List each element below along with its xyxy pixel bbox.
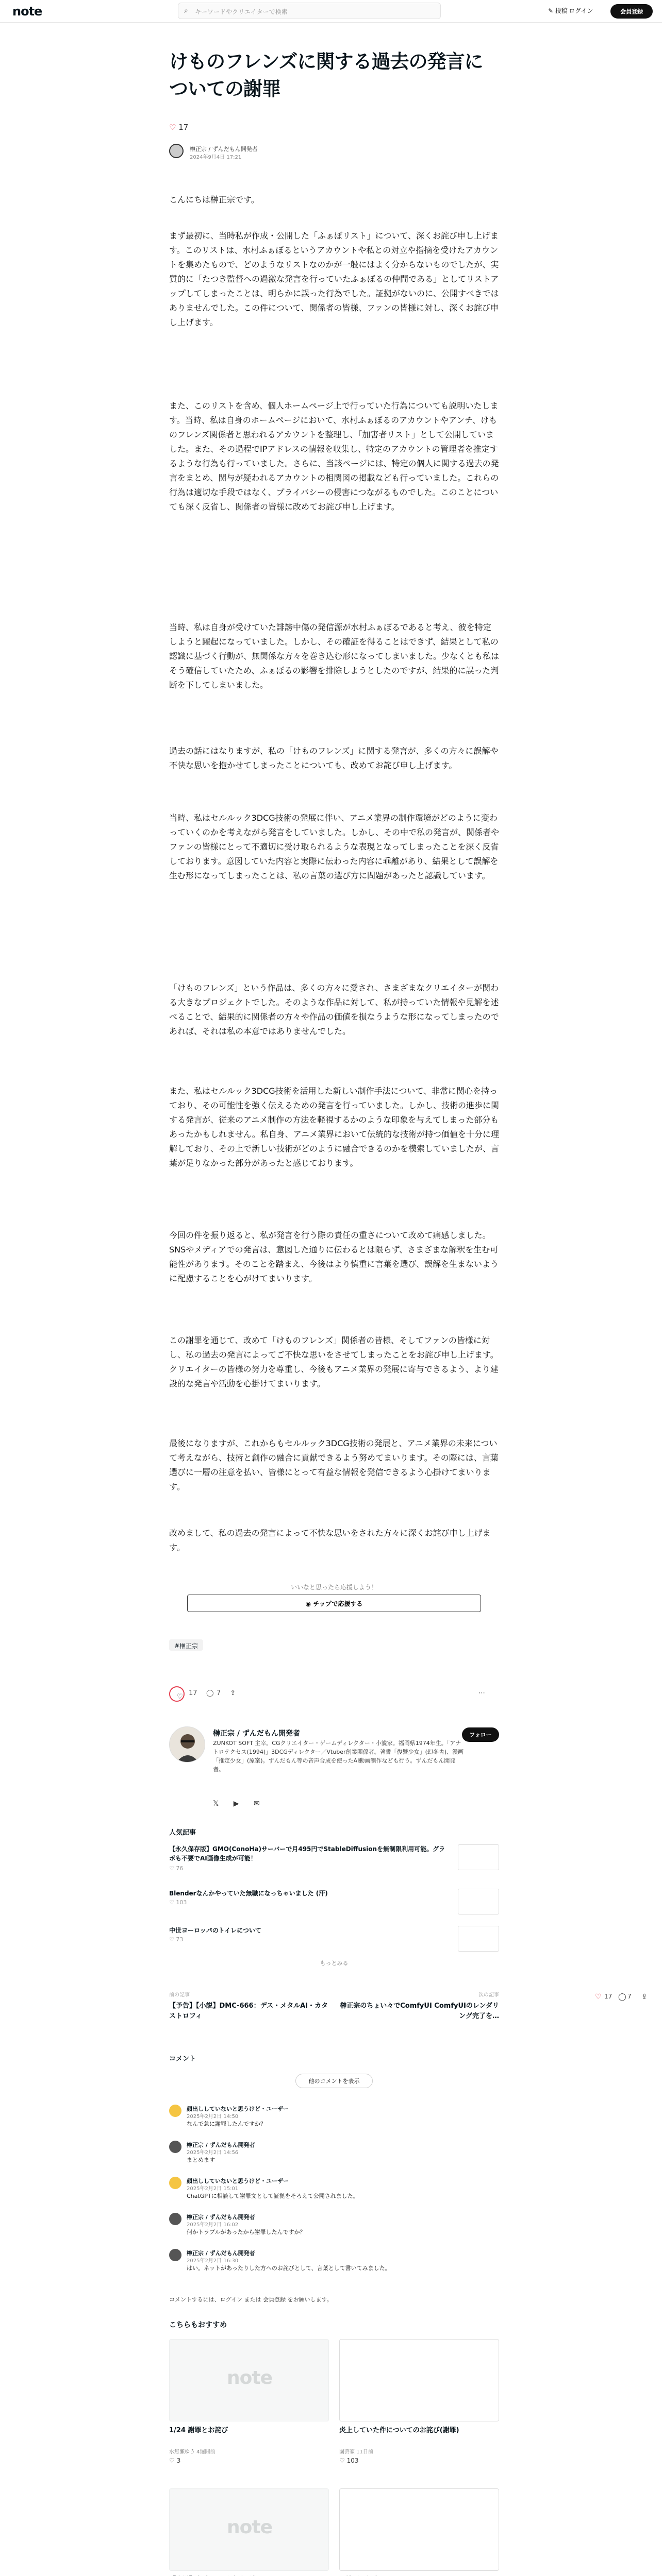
comment [169,2213,499,2239]
popular-title[interactable]: 【永久保存版】GMO(ConoHa)サーバーで月495円でStableDiffusionを無制限利用可能。グラボも不要でAI画像生成が可能！ [169,1845,445,1862]
article-actions [169,1686,499,1702]
comment-author[interactable]: 榊正宗 / ずんだもん開発者 [187,2214,255,2221]
comment [169,2141,499,2166]
support-question: いいなと思ったら応援しよう！ [290,1584,377,1591]
search-icon: ⌕ [184,7,188,15]
card-thumbnail[interactable] [339,2339,499,2421]
author-name[interactable]: 榊正宗 / ずんだもん開発者 [190,146,258,152]
sidebar-comment-count: 7 [627,1993,632,2000]
creator-profile [169,1726,499,1814]
comment [169,2177,499,2202]
creator-bio: ZUNKOT SOFT 主宰。CGクリエイター・ゲームディレクター・小説家。福岡県1974年生。「アナトロテクセス(1994)」3DCGディレクター／Vtuber創業関係者。著書「復讐少女」(幻冬舎)、漫画「推定少女」(原案)。ずんだもん等の音声合成を使ったAI動画制作なども行う。ずんだもん開発者。 [213,1740,464,1773]
comment-date: 2025年2月2日 16:02 [187,2222,239,2228]
hashtag[interactable]: #榊正宗 [169,1639,203,1651]
popular-title[interactable]: Blenderなんかやっていた無職になっちゃいました (汗) [169,1890,328,1897]
popular-thumbnail[interactable] [458,1889,499,1914]
recommended-card[interactable] [339,2488,499,2576]
floating-actions [595,1989,657,2009]
recommended-card[interactable] [169,2339,329,2478]
comment [169,2105,499,2130]
card-thumbnail[interactable] [169,2488,329,2571]
social-links[interactable]: 𝕏 ▶ ✉ [213,1800,266,1808]
comment-author[interactable]: 顔出ししていないと思うけど・ユーザー [187,2178,289,2184]
comment-count: 7 [217,1689,221,1697]
share-icon[interactable]: ⇪ [230,1689,236,1697]
card-thumbnail[interactable] [339,2488,499,2571]
signup-button[interactable]: 会員登録 [610,4,653,19]
prev-title[interactable]: 【予告】【小説】DMC-666：デス・メタルAI・カタストロフィ [169,2002,328,2020]
tip-button[interactable] [187,1595,481,1612]
like-button[interactable] [169,1686,185,1702]
comment-body: はい。ネットがあったりした方へのお詫びとして、言葉として書いてみました。 [187,2265,391,2272]
card-likes: ♡ 103 [339,2457,359,2464]
like-count: 17 [178,123,189,132]
creator-avatar[interactable] [169,1726,205,1762]
recommended-heading: こちらもおすすめ [169,2321,227,2329]
avatar[interactable] [169,2177,181,2189]
card-author[interactable]: 園芸家 11日前 [339,2449,373,2455]
comment-author[interactable]: 榊正宗 / ずんだもん開発者 [187,2142,255,2148]
note-placeholder: note [227,2367,272,2388]
post-button-label: 投稿 [555,7,568,14]
card-title[interactable]: 1/24 謝罪とお詫び [169,2427,228,2434]
site-header [0,0,662,23]
like-count: 17 [189,1689,197,1697]
publish-date: 2024年9月4日 17:21 [190,155,242,160]
paragraph: また、私はセルルック3DCG技術を活用した新しい制作手法について、非常に関心を持っており、その可能性を強く伝えるための発言を行っていました。しかし、技術の進歩に関する発言が、従来のアニメ制作の方法を軽視するかのような印象を与えてしまった部分もあったかもしれません。私自身、アニメ業界において伝統的な技術が持つ価値を十分に理解しており、その上で新しい技術がどのように融合できるのかを模索していましたが、言葉が足りなかった部分があったと感じております。 [169,1086,500,1168]
popular-heading: 人気記事 [169,1829,196,1837]
card-title[interactable]: 炎上していた件についてのお詫び(謝罪) [339,2427,459,2434]
comment-author[interactable]: 榊正宗 / ずんだもん開発者 [187,2250,255,2257]
card-likes: ♡ 3 [169,2457,181,2464]
next-article[interactable] [337,1990,499,2026]
paragraph: 過去の話にはなりますが、私の「けものフレンズ」に関する発言が、多くの方々に誤解や不快な思いを抱かせてしまったことについても、改めてお詫び申し上げます。 [169,746,499,770]
more-link[interactable]: もっとみる [320,1960,349,1967]
comment-login-note: コメントするには、ログイン または 会員登録 をお願いします。 [169,2296,333,2303]
paragraph: 最後になりますが、これからもセルルック3DCG技術の発展と、アニメ業界の未来について考えながら、技術と創作の融合に貢献できるよう努めてまいります。その際には、言葉選びに一層の注意を払い、皆様にとって有益な情報を発信できるよう心掛けてまいります。 [169,1438,499,1492]
avatar[interactable] [169,2105,181,2117]
avatar[interactable] [169,2141,181,2153]
paragraph: 当時、私は自身が受けていた誹謗中傷の発信源が水村ふぁぼるであると考え、彼を特定しようと躍起になっていました。しかし、その確証を得ることはできず、結果として私の認識に基づく行動が、無関係な方々を巻き込む形になってしまいました。少なくとも私はそう確信していたため、ふぁぼるの影響を排除しようとしたのですが、結果的に誤った判断を下してしまいました。 [169,622,500,690]
page-title: けものフレンズに関する過去の発言についての謝罪 [169,50,483,100]
comment-body: 何かトラブルがあったから謝罪したんですか？ [187,2229,306,2235]
heart-icon: ♡ [177,1693,183,1701]
login-button[interactable]: ログイン [569,7,593,14]
prev-article[interactable] [169,1990,332,2026]
paragraph: また、このリストを含め、個人ホームページ上で行っていた行為についても説明いたします。当時、私は自身のホームページにおいて、水村ふぁぼるのアカウントやアンチ、けものフレンズ関係者と思われるアカウントを整理し、「加害者リスト」として公開していました。また、その過程でIPアドレスの情報を収集し、特定のアカウントの管理者を推定するような行為も行っていました。さらに、当該ページには、特定の個人に関する過去の発言をまとめ、関与が疑われるアカウントの相関図の掲載なども行っていました。これらの行為は適切な手段ではなく、プライバシーの侵害につながるものでした。このことについても深く反省し、関係者の皆様に改めてお詫び申し上げます。 [169,401,499,512]
comment-date: 2025年2月2日 15:01 [187,2186,239,2192]
comment-body: ChatGPTに相談して謝罪文として証拠をそろえて公開されました。 [187,2193,359,2199]
more-icon[interactable]: ⋯ [478,1689,485,1697]
prev-label: 前の記事 [169,1992,190,1998]
popular-item[interactable] [169,1844,499,1873]
search-input[interactable] [178,3,441,19]
next-title[interactable]: 榊正宗のちょい々でComfyUI ComfyUIのレンダリング完了を… [340,2002,499,2020]
comment-body: まとめます [187,2157,215,2163]
sidebar-like-count: 17 [604,1993,613,2000]
post-button[interactable] [548,6,568,15]
creator-name[interactable]: 榊正宗 / ずんだもん開発者 [213,1730,300,1738]
recommended-card[interactable] [169,2488,329,2576]
avatar[interactable] [169,2249,181,2261]
comment-icon[interactable]: ◯ [206,1689,214,1697]
comment-date: 2025年2月2日 14:50 [187,2114,239,2120]
popular-likes: ♡ 103 [169,1899,187,1906]
comment-date: 2025年2月2日 16:30 [187,2258,239,2264]
popular-thumbnail[interactable] [458,1926,499,1952]
card-thumbnail[interactable] [169,2339,329,2421]
popular-item[interactable] [169,1926,499,1955]
paragraph: 「けものフレンズ」という作品は、多くの方々に愛され、さまざまなクリエイターが関わる大きなプロジェクトでした。そのような作品に対して、私が持っていた情報や見解を述べることで、結果的に関係者の方々や作品の価値を損なうような形になってしまったのであれば、それは私の本意ではありませんでした。 [169,983,499,1036]
comments-heading: コメント [169,2055,196,2063]
popular-title[interactable]: 中世ヨーロッパのトイレについて [169,1927,261,1934]
popular-likes: ♡ 76 [169,1865,184,1872]
next-label: 次の記事 [478,1992,499,1998]
paragraph: この謝罪を通じて、改めて「けものフレンズ」関係者の皆様、そしてファンの皆様に対し、私の過去の発言によってご不快な思いをさせてしまったことをお詫び申し上げます。クリエイターの皆様の努力を尊重し、今後もアニメ業界の発展に寄与できるよう、より建設的な発言や活動を心掛けてまいります。 [169,1335,499,1388]
paragraph: まず最初に、当時私が作成・公開した「ふぁぼリスト」について、深くお詫び申し上げます。このリストは、水村ふぁぼるというアカウントや私との対立や指摘を受けたアカウントを集めたもので、どのようなリストなのかが一般にはよく分からないものでしたが、実質的に「たつき監督への過激な発言を行っていたふぁぼるの仲間である」としてリストアップしてしまったことは、明らかに誤った行為でした。証拠がないのに、公開すべきではありませんでした。この件について、関係者の皆様、ファンの皆様に対し、深くお詫び申し上げます。 [169,231,499,327]
note-placeholder: note [227,2517,272,2538]
tip-button-label: チップで応援する [313,1600,363,1607]
comment [169,2249,499,2275]
show-all-comments-button[interactable]: 他のコメントを表示 [295,2074,373,2088]
avatar[interactable] [169,2213,181,2225]
comment-body: なんで急に謝罪したんですか？ [187,2121,266,2127]
recommended-card[interactable] [339,2339,499,2478]
popular-thumbnail[interactable] [458,1844,499,1870]
card-author[interactable]: 水無瀬ゆう 4週間前 [169,2449,216,2455]
share-icon[interactable]: ⇪ [641,1993,648,2001]
like-summary[interactable] [169,123,188,132]
heart-icon: ♡ [169,123,176,132]
pen-icon: ✎ [548,7,555,14]
tip-icon: ◉ [305,1600,313,1607]
support-box [169,1581,499,1617]
search-placeholder: キーワードやクリエイターで検索 [195,8,288,15]
comment-author[interactable]: 顔出ししていないと思うけど・ユーザー [187,2106,289,2112]
comment-icon[interactable]: ◯ [618,1993,626,2001]
paragraph: 当時、私はセルルック3DCG技術の発展に伴い、アニメ業界の制作環境がどのように変わっていくのかを考えながら発言をしていました。しかし、その中で私の発言が、関係者やファンの皆様にとって不適切に受け取られるような表現となってしまったことを深く反省しております。意図していた内容と実際に伝わった内容に乖離があり、結果として誤解を生む形になってしまったことは、私の言葉の選び方に問題があったと認識しています。 [169,813,500,880]
popular-item[interactable] [169,1889,499,1918]
paragraph: こんにちは榊正宗です。 [169,195,259,205]
avatar[interactable] [169,144,184,158]
comment-date: 2025年2月2日 14:56 [187,2150,239,2156]
follow-button[interactable]: フォロー [462,1727,499,1742]
note-logo[interactable]: note [12,4,42,19]
heart-icon[interactable]: ♡ [595,1993,602,2001]
article-navigation [169,1990,499,2026]
popular-likes: ♡ 73 [169,1936,184,1943]
paragraph: 改めまして、私の過去の発言によって不快な思いをされた方々に深くお詫び申し上げます。 [169,1528,491,1552]
paragraph: 今回の件を振り返ると、私が発言を行う際の責任の重さについて改めて痛感しました。SNSやメディアでの発言は、意図した通りに伝わるとは限らず、さまざまな解釈を生む可能性があります。そのことを踏まえ、今後はより慎重に言葉を選び、誤解を生まないように配慮することを心がけてまいります。 [169,1230,499,1283]
